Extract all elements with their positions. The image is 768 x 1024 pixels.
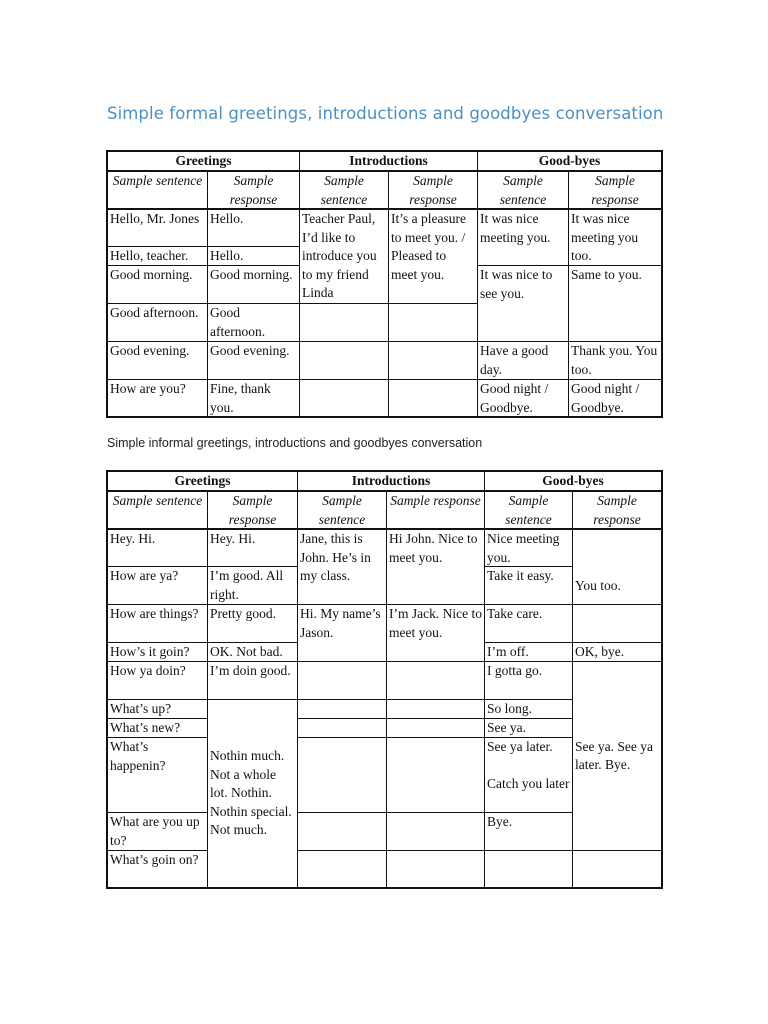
informal-bye-response-empty bbox=[572, 850, 662, 888]
informal-greeting-sentence: What are you up to? bbox=[107, 812, 208, 851]
informal-sub-intro-response: Sample response bbox=[386, 491, 485, 529]
informal-bye-sentence: See ya. bbox=[484, 718, 573, 738]
informal-sub-bye-response: Sample response bbox=[572, 491, 662, 529]
informal-bye-sentence: See ya later. Catch you later bbox=[484, 737, 573, 813]
formal-greeting-sentence: Hello, Mr. Jones bbox=[107, 209, 208, 247]
formal-greeting-response: Good evening. bbox=[207, 341, 300, 380]
informal-bye-sentence: I gotta go. bbox=[484, 661, 573, 700]
formal-intro-response: It’s a pleasure to meet you. / Pleased to meet you. bbox=[388, 209, 478, 304]
informal-intro-empty bbox=[386, 718, 485, 738]
informal-sub-greetings-response: Sample response bbox=[207, 491, 298, 529]
informal-intro-response: Hi John. Nice to meet you. bbox=[386, 529, 485, 605]
informal-intro-empty bbox=[297, 661, 387, 700]
informal-intro-empty bbox=[297, 850, 387, 888]
formal-intro-empty bbox=[388, 303, 478, 342]
formal-greeting-response: Good afternoon. bbox=[207, 303, 300, 342]
informal-greeting-sentence: How are ya? bbox=[107, 566, 208, 605]
informal-greeting-response: I’m good. All right. bbox=[207, 566, 298, 605]
informal-bye-sentence: Bye. bbox=[484, 812, 573, 851]
informal-sub-bye-sentence: Sample sentence bbox=[484, 491, 573, 529]
formal-bye-response: Same to you. bbox=[568, 265, 662, 342]
formal-sub-greetings-response: Sample response bbox=[207, 171, 300, 209]
informal-table bbox=[106, 470, 663, 889]
formal-sub-bye-sentence: Sample sentence bbox=[477, 171, 569, 209]
informal-intro-empty bbox=[386, 699, 485, 719]
informal-greeting-sentence: What’s happenin? bbox=[107, 737, 208, 813]
formal-greeting-sentence: Good afternoon. bbox=[107, 303, 208, 342]
page-title: Simple formal greetings, introductions and goodbyes conversation bbox=[107, 104, 664, 123]
informal-sub-intro-sentence: Sample sentence bbox=[297, 491, 387, 529]
formal-sub-greetings-sentence: Sample sentence bbox=[107, 171, 208, 209]
informal-bye-response: OK, bye. bbox=[572, 642, 662, 662]
informal-greeting-response-merged: Nothin much. Not a whole lot. Nothin. Nothin special. Not much. bbox=[207, 699, 298, 888]
informal-greeting-sentence: How’s it goin? bbox=[107, 642, 208, 662]
informal-greeting-sentence: What’s goin on? bbox=[107, 850, 208, 888]
informal-intro-sentence: Jane, this is John. He’s in my class. bbox=[297, 529, 387, 605]
informal-bye-response-merged: See ya. See ya later. Bye. bbox=[572, 661, 662, 851]
informal-bye-empty bbox=[484, 850, 573, 888]
informal-bye-response-merged: You too. bbox=[572, 529, 662, 643]
formal-intro-sentence: Teacher Paul, I’d like to introduce you to my friend Linda bbox=[299, 209, 389, 304]
informal-greeting-sentence: How are things? bbox=[107, 604, 208, 643]
formal-bye-sentence: It was nice to see you. bbox=[477, 265, 569, 342]
formal-bye-response: It was nice meeting you too. bbox=[568, 209, 662, 266]
formal-header-goodbyes: Good-byes bbox=[477, 151, 662, 171]
formal-sub-bye-response: Sample response bbox=[568, 171, 662, 209]
formal-greeting-sentence: Hello, teacher. bbox=[107, 246, 208, 266]
informal-bye-sentence: Take it easy. bbox=[484, 566, 573, 605]
formal-bye-sentence: Good night / Goodbye. bbox=[477, 379, 569, 417]
informal-intro-empty bbox=[386, 812, 485, 851]
informal-bye-sentence: Take care. bbox=[484, 604, 573, 643]
informal-header-greetings: Greetings bbox=[107, 471, 298, 491]
formal-intro-empty bbox=[299, 303, 389, 342]
informal-greeting-response: Pretty good. bbox=[207, 604, 298, 643]
formal-greeting-response: Fine, thank you. bbox=[207, 379, 300, 417]
formal-bye-sentence: Have a good day. bbox=[477, 341, 569, 380]
formal-greeting-sentence: Good evening. bbox=[107, 341, 208, 380]
formal-greeting-sentence: Good morning. bbox=[107, 265, 208, 304]
formal-intro-empty bbox=[388, 341, 478, 380]
informal-intro-empty bbox=[297, 718, 387, 738]
formal-bye-sentence: It was nice meeting you. bbox=[477, 209, 569, 266]
formal-greeting-response: Hello. bbox=[207, 209, 300, 247]
informal-bye-sentence: I’m off. bbox=[484, 642, 573, 662]
formal-greeting-response: Good morning. bbox=[207, 265, 300, 304]
formal-intro-empty bbox=[388, 379, 478, 417]
informal-intro-empty bbox=[386, 661, 485, 700]
informal-intro-response: I’m Jack. Nice to meet you. bbox=[386, 604, 485, 662]
informal-header-goodbyes: Good-byes bbox=[484, 471, 662, 491]
informal-header-introductions: Introductions bbox=[297, 471, 485, 491]
formal-header-greetings: Greetings bbox=[107, 151, 300, 171]
informal-greeting-sentence: Hey. Hi. bbox=[107, 529, 208, 567]
informal-intro-sentence: Hi. My name’s Jason. bbox=[297, 604, 387, 662]
informal-greeting-response: Hey. Hi. bbox=[207, 529, 298, 567]
informal-greeting-response: OK. Not bad. bbox=[207, 642, 298, 662]
informal-greeting-sentence: How ya doin? bbox=[107, 661, 208, 700]
informal-intro-empty bbox=[297, 812, 387, 851]
formal-table bbox=[106, 150, 663, 418]
informal-greeting-sentence: What’s new? bbox=[107, 718, 208, 738]
informal-greeting-sentence: What’s up? bbox=[107, 699, 208, 719]
formal-intro-empty bbox=[299, 379, 389, 417]
informal-greeting-response: I’m doin good. bbox=[207, 661, 298, 700]
formal-bye-response: Thank you. You too. bbox=[568, 341, 662, 380]
informal-sub-greetings-sentence: Sample sentence bbox=[107, 491, 208, 529]
informal-intro-empty bbox=[297, 737, 387, 813]
formal-greeting-sentence: How are you? bbox=[107, 379, 208, 417]
informal-bye-sentence: So long. bbox=[484, 699, 573, 719]
section-subtitle: Simple informal greetings, introductions and goodbyes conversation bbox=[107, 436, 483, 450]
formal-bye-response: Good night / Goodbye. bbox=[568, 379, 662, 417]
informal-bye-response-empty bbox=[572, 604, 662, 643]
formal-intro-empty bbox=[299, 341, 389, 380]
formal-greeting-response: Hello. bbox=[207, 246, 300, 266]
informal-intro-empty bbox=[386, 850, 485, 888]
formal-sub-intro-response: Sample response bbox=[388, 171, 478, 209]
formal-header-introductions: Introductions bbox=[299, 151, 478, 171]
informal-intro-empty bbox=[297, 699, 387, 719]
formal-sub-intro-sentence: Sample sentence bbox=[299, 171, 389, 209]
informal-intro-empty bbox=[386, 737, 485, 813]
informal-bye-sentence: Nice meeting you. bbox=[484, 529, 573, 567]
